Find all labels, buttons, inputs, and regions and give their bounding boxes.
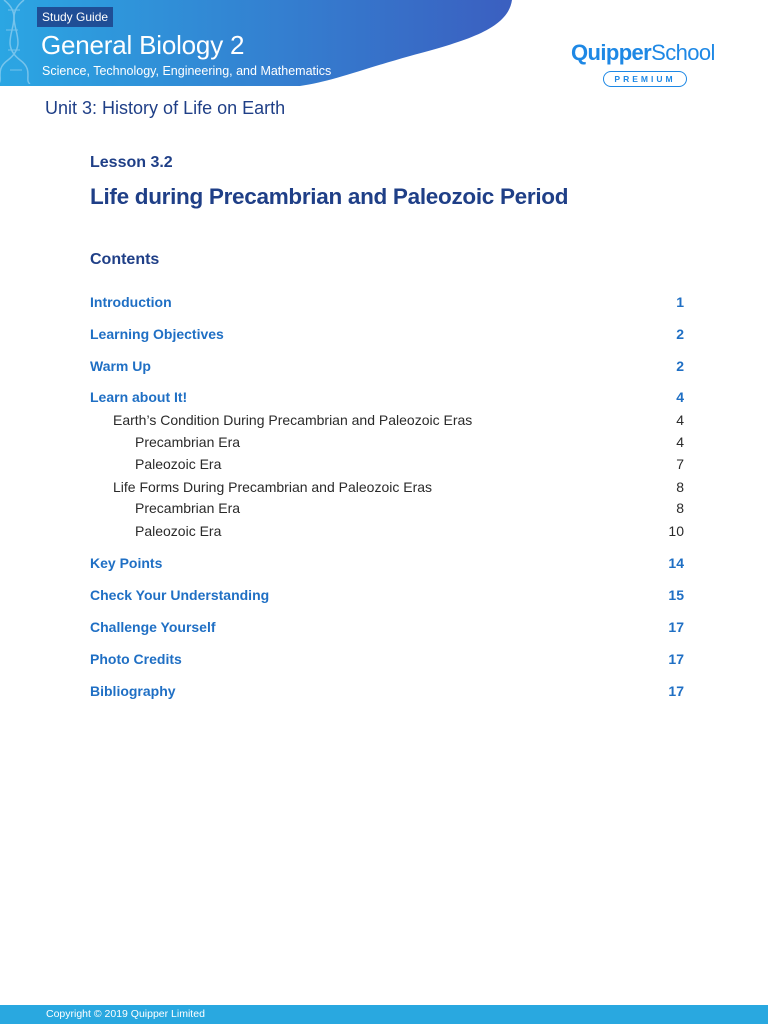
toc-item-challenge-yourself[interactable] [90, 616, 684, 638]
contents-heading: Contents [90, 251, 160, 268]
toc-item-label: Precambrian Era [135, 500, 241, 516]
toc-item-label: Earth’s Condition During Precambrian and Paleozoic Eras [113, 412, 473, 428]
toc-item-learning-objectives[interactable] [90, 323, 684, 345]
toc-item-label: Introduction [90, 294, 172, 310]
unit-prefix: Unit 3: [45, 98, 98, 118]
logo-brand-regular: School [651, 40, 715, 65]
premium-badge: PREMIUM [603, 71, 687, 87]
toc-item-paleozoic-era-condition[interactable] [90, 453, 684, 475]
toc-item-page: 17 [668, 651, 684, 667]
toc-item-page: 17 [668, 619, 684, 635]
toc-item-bibliography[interactable] [90, 680, 684, 702]
toc-item-label: Learn about It! [90, 389, 188, 405]
toc-item-page: 2 [676, 326, 684, 342]
toc-item-page: 8 [676, 500, 684, 516]
quipper-school-logo [571, 38, 731, 90]
lesson-title: Life during Precambrian and Paleozoic Period [90, 184, 569, 209]
toc-item-label: Check Your Understanding [90, 587, 270, 603]
lesson-number: Lesson 3.2 [90, 154, 173, 171]
toc-item-precambrian-era-life[interactable] [90, 497, 684, 519]
logo-wordmark [571, 38, 715, 68]
toc-item-label: Challenge Yourself [90, 619, 216, 635]
toc-item-page: 17 [668, 683, 684, 699]
toc-item-label: Bibliography [90, 683, 176, 699]
toc-item-photo-credits[interactable] [90, 648, 684, 670]
dna-helix-icon [0, 0, 40, 84]
subject-title: General Biology 2 [41, 30, 245, 60]
toc-item-label: Warm Up [90, 358, 151, 374]
logo-brand-bold: Quipper [571, 40, 652, 65]
toc-item-warm-up[interactable] [90, 355, 684, 377]
toc-item-page: 15 [668, 587, 684, 603]
toc-item-label: Key Points [90, 555, 163, 571]
toc-item-page: 14 [668, 555, 684, 571]
copyright-text: Copyright © 2019 Quipper Limited [46, 1008, 205, 1020]
toc-item-key-points[interactable] [90, 552, 684, 574]
toc-item-page: 1 [676, 294, 684, 310]
toc-item-page: 8 [676, 479, 684, 495]
toc-item-page: 10 [668, 523, 684, 539]
toc-item-introduction[interactable] [90, 291, 684, 313]
study-guide-tag: Study Guide [37, 7, 113, 27]
toc-item-label: Photo Credits [90, 651, 182, 667]
toc-item-paleozoic-era-life[interactable] [90, 520, 684, 542]
toc-item-learn-about-it[interactable] [90, 386, 684, 408]
unit-heading [45, 96, 285, 120]
toc-item-label: Paleozoic Era [135, 456, 222, 472]
toc-item-page: 4 [676, 412, 684, 428]
toc-item-label: Learning Objectives [90, 326, 224, 342]
strand-subtitle: Science, Technology, Engineering, and Mathematics [42, 64, 332, 78]
toc-item-earths-condition[interactable] [90, 409, 684, 431]
toc-item-precambrian-era-condition[interactable] [90, 431, 684, 453]
toc-item-label: Life Forms During Precambrian and Paleozoic Eras [113, 479, 433, 495]
unit-title: History of Life on Earth [102, 98, 286, 118]
toc-item-label: Paleozoic Era [135, 523, 222, 539]
toc-item-page: 2 [676, 358, 684, 374]
toc-item-check-your-understanding[interactable] [90, 584, 684, 606]
footer-bar [0, 1005, 768, 1024]
toc-item-life-forms[interactable] [90, 476, 684, 498]
toc-item-page: 7 [676, 456, 684, 472]
toc-item-label: Precambrian Era [135, 434, 241, 450]
toc-item-page: 4 [676, 389, 684, 405]
toc-item-page: 4 [676, 434, 684, 450]
